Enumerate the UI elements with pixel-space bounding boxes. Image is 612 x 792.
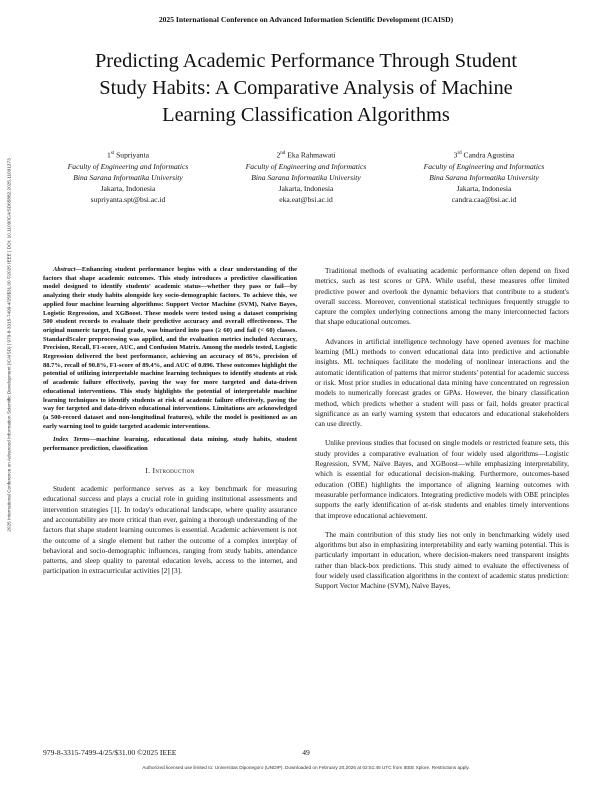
body-paragraph: Student academic performance serves as a key benchmark for measuring educational success and plays a crucial role in guiding institutional assessments and intervention strategies [1]. In today's educational landscape, where quality assurance and accountability are more critical than ever, gaining a thorough understanding of the factors that shape student learning outcomes is essential. Academic achievement is not the outcome of a single element but rather the outcome of a complex interplay of behavioral and socio-demographic influences, ranging from study habits, attendance patterns, and sleep quality to parental education levels, access to the internet, and participation in extracurricular activities [2] [3].	[43, 485, 297, 576]
side-identifier-text: 2025 International Conference on Advanced Information Scientific Development (ICAISD) | 979-8-3315-7499-4/25/$31.00 ©2025 IEEE | DOI: 10.1109/ICAISD65882.2025.11091373	[6, 158, 12, 532]
abstract-text: —Enhancing student performance begins with a clear understanding of the factors that shape academic outcomes. This study introduces a predictive classification model designed to identify students' academic status—whether they pass or fail—by analyzing their study habits alongside key socio-demographic factors. To achieve this, we applied four machine learning algorithms: Support Vector Machine (SVM), Naïve Bayes, Logistic Regression, and XGBoost. These models were tested using a dataset comprising 500 student records to evaluate their predictive accuracy and overall effectiveness. The original numeric target, final grade, was binarized into pass (≥ 60) and fail (< 60) classes. StandardScaler preprocessing was applied, and the evaluation metrics included Accuracy, Precision, Recall, F1-score, AUC, and Confusion Matrix. Among the models tested, Logistic Regression delivered the best performance, achieving an accuracy of 86%, precision of 88.7%, recall of 90.8%, F1-score of 89.4%, and AUC of 0.896. These outcomes highlight the potential of utilizing interpretable machine learning techniques to identify students at risk of academic failure effectively, paving the way for more targeted and data-driven educational interventions. This study highlights the potential of interpretable machine learning techniques to identify students at risk of academic failure effectively, paving the way for targeted and data-driven educational interventions. Limitations are acknowledged (a 500-record dataset and non-longitudinal features), while the model is positioned as an early warning tool to guide targeted academic interventions.	[43, 266, 297, 430]
footer-isbn: 979-8-3315-7499-4/25/$31.00 ©2025 IEEE	[43, 748, 177, 757]
author-university: Bina Sarana Informatika University	[251, 172, 361, 182]
author-1	[43, 148, 213, 205]
author-university: Bina Sarana Informatika University	[429, 172, 539, 182]
title-line: Learning Classification Algorithms	[162, 104, 450, 126]
author-university: Bina Sarana Informatika University	[73, 172, 183, 182]
section-heading	[43, 466, 297, 476]
author-faculty: Faculty of Engineering and Informatics	[67, 161, 189, 171]
author-city: Jakarta, Indonesia	[100, 183, 156, 193]
author-2	[221, 148, 391, 205]
left-column	[43, 266, 297, 577]
body-paragraph: Advances in artificial intelligence technology have opened avenues for machine learning (ML) methods to convert educational data into predictive and actionable insights. ML techniques facilitate the modeling of nonlinear interactions and the automatic identification of patterns that mirror students' potential for academic success or risk. Most prior studies in educational data mining have concentrated on regression models to numerically forecast grades or GPAs. However, the binary classification method, which predicts whether a student will pass or fail, holds greater practical significance as an early warning system that educators and educational stakeholders can use directly.	[315, 337, 569, 429]
author-email[interactable]: supriyanta.spt@bsi.ac.id	[90, 194, 166, 204]
keywords	[43, 436, 297, 453]
page-number: 49	[302, 748, 310, 757]
side-identifier	[1, 110, 17, 580]
author-city: Jakarta, Indonesia	[456, 183, 512, 193]
section-title: Introduction	[152, 465, 195, 475]
author-faculty: Faculty of Engineering and Informatics	[245, 161, 367, 171]
body-paragraph: Traditional methods of evaluating academic performance often depend on fixed metrics, such as test scores or GPA. While useful, these measures offer limited predictive power and overlook the dynamic behaviors that contribute to a student's overall success. Moreover, conventional statistical techniques frequently struggle to capture the complex underlying connections among the many interconnected factors that shape educational outcomes.	[315, 267, 569, 327]
author-name: 3rd Candra Agustina	[453, 150, 515, 160]
author-email[interactable]: candra.caa@bsi.ac.id	[451, 194, 517, 204]
paper-title	[40, 48, 572, 129]
right-column	[315, 266, 569, 592]
abstract-label: Abstract	[53, 266, 76, 273]
author-city: Jakarta, Indonesia	[278, 183, 334, 193]
author-name: 2nd Eka Rahmawati	[276, 150, 336, 160]
keywords-label: Index Terms	[53, 436, 90, 444]
body-paragraph: Unlike previous studies that focused on single models or restricted feature sets, this study provides a comparative evaluation of four widely used algorithms—Logistic Regression, SVM, Naïve Bayes, and XGBoost—while emphasizing interpretability, which is essential for educational decision-making. Furthermore, outcomes-based education (OBE) highlights the importance of aligning learning outcomes with measurable performance indicators. Integrating predictive models with OBE principles supports the early identification of at-risk students and enables timely interventions that improve educational achievement.	[315, 439, 569, 520]
author-name: 1st Supriyanta	[107, 150, 149, 160]
conference-header: 2025 International Conference on Advanced Information Scientific Development (ICAISD)	[158, 15, 454, 24]
keywords-text: —machine learning, educational data mining, study habits, student performance prediction, classification	[43, 436, 297, 453]
author-3	[399, 148, 569, 205]
author-faculty: Faculty of Engineering and Informatics	[423, 161, 545, 171]
body-paragraph: The main contribution of this study lies not only in benchmarking widely used algorithms but also in emphasizing interpretability and early warning potential. This is particularly important in education, where decision-makers need transparent insights rather than black-box predictions. This study aimed to evaluate the effectiveness of four widely used classification algorithms in the context of academic status prediction: Support Vector Machine (SVM), Naïve Bayes,	[315, 530, 569, 591]
section-numeral: I.	[145, 465, 151, 475]
title-line: Predicting Academic Performance Through Student	[94, 50, 518, 72]
license-notice: Authorized licensed use limited to: Universitas Diponegoro (UNDIP). Downloaded on February 20,2026 at 02:51:45 UTC from IEEE Xplore. Restrictions apply.	[142, 765, 470, 770]
author-block	[43, 148, 569, 205]
abstract	[43, 266, 297, 431]
title-line: Study Habits: A Comparative Analysis of Machine	[99, 77, 513, 99]
author-email[interactable]: eka.eat@bsi.ac.id	[279, 194, 333, 204]
